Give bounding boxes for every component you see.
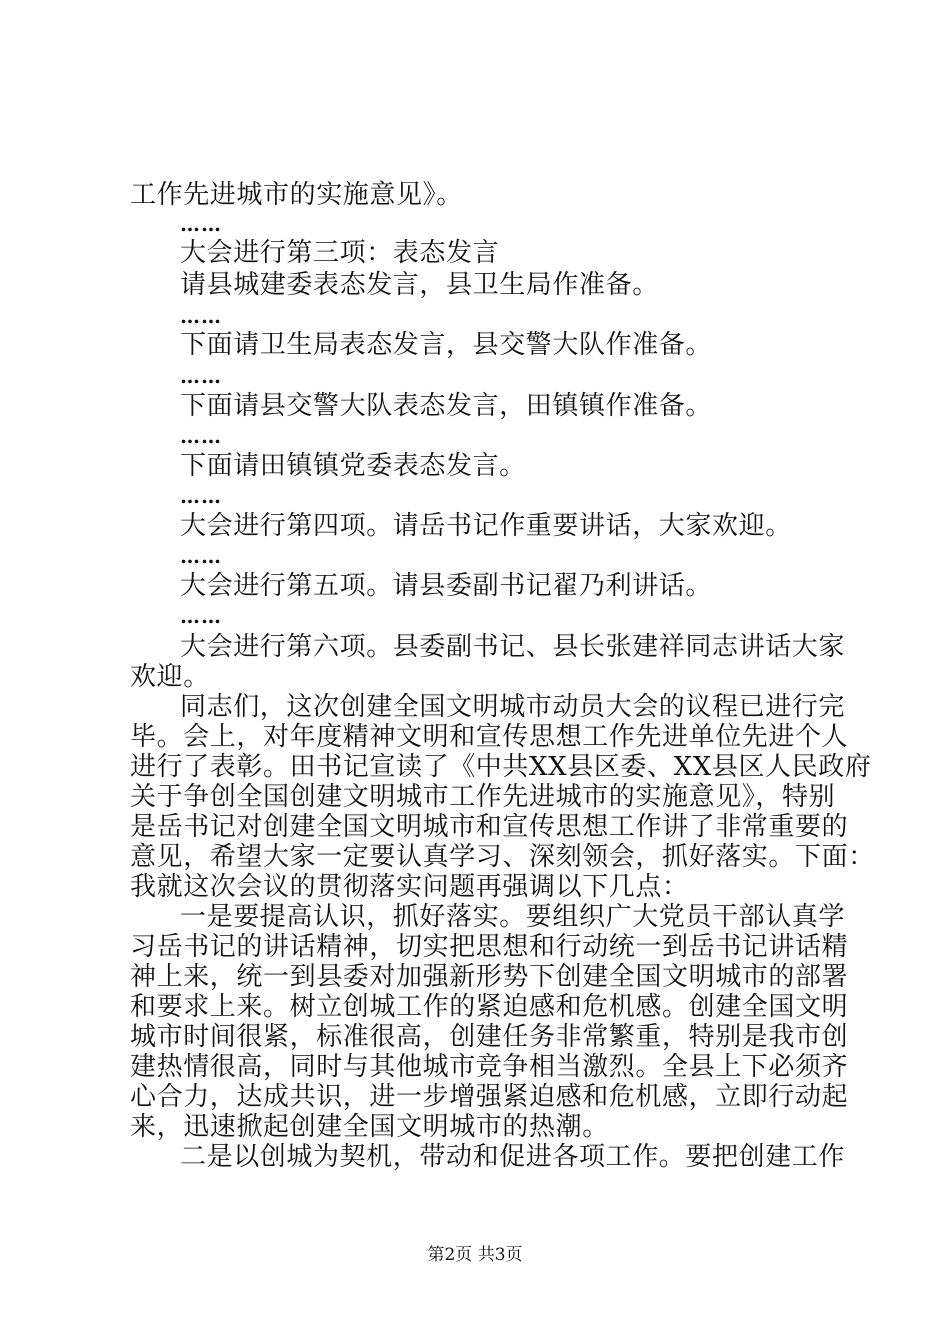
body-line: 下面请田镇镇党委表态发言。 <box>180 451 526 481</box>
paragraph-line: 是岳书记对创建全国文明城市和宣传思想工作讲了非常重要的 <box>130 812 849 842</box>
ellipsis-line: …… <box>180 212 222 236</box>
paragraph-line: 我就这次会议的贯彻落实问题再强调以下几点： <box>130 872 689 902</box>
ellipsis-line: …… <box>180 424 222 448</box>
body-line: 大会进行第四项。请岳书记作重要讲话，大家欢迎。 <box>180 511 792 541</box>
ellipsis-line: …… <box>180 304 222 328</box>
ellipsis-line: …… <box>180 604 222 628</box>
paragraph-line: 进行了表彰。田书记宣读了《中共XX县区委、XX县区人民政府 <box>130 752 872 782</box>
body-line: 大会进行第五项。请县委副书记翟乃利讲话。 <box>180 571 713 601</box>
body-line: 下面请县交警大队表态发言，田镇镇作准备。 <box>180 391 713 421</box>
paragraph-line: 意见，希望大家一定要认真学习、深刻领会，抓好落实。下面： <box>130 842 875 872</box>
paragraph-line: 和要求上来。树立创城工作的紧迫感和危机感。创建全国文明 <box>130 992 849 1022</box>
paragraph-line: 关于争创全国创建文明城市工作先进城市的实施意见》，特别 <box>130 782 836 812</box>
body-line: 大会进行第六项。县委副书记、县长张建祥同志讲话大家 <box>180 632 846 662</box>
paragraph-line: 建热情很高，同时与其他城市竞争相当激烈。全县上下必须齐 <box>130 1052 849 1082</box>
paragraph-line: 城市时间很紧，标准很高，创建任务非常繁重，特别是我市创 <box>130 1022 849 1052</box>
paragraph-line: 毕。会上，对年度精神文明和宣传思想工作先进单位先进个人 <box>130 722 849 752</box>
paragraph-line: 心合力，达成共识，进一步增强紧迫感和危机感，立即行动起 <box>130 1082 849 1112</box>
paragraph-line: 一是要提高认识，抓好落实。要组织广大党员干部认真学 <box>180 902 846 932</box>
agenda-item-heading: 大会进行第三项：表态发言 <box>180 238 500 268</box>
paragraph-line: 神上来，统一到县委对加强新形势下创建全国文明城市的部署 <box>130 962 849 992</box>
paragraph-line: 同志们，这次创建全国文明城市动员大会的议程已进行完 <box>180 692 846 722</box>
body-line: 欢迎。 <box>130 662 210 692</box>
paragraph-line: 二是以创城为契机，带动和促进各项工作。要把创建工作 <box>180 1142 846 1172</box>
body-line: 请县城建委表态发言，县卫生局作准备。 <box>180 270 659 300</box>
paragraph-line: 来，迅速掀起创建全国文明城市的热潮。 <box>130 1112 609 1142</box>
paragraph-line: 习岳书记的讲话精神，切实把思想和行动统一到岳书记讲话精 <box>130 932 849 962</box>
ellipsis-line: …… <box>180 544 222 568</box>
body-line: 下面请卫生局表态发言，县交警大队作准备。 <box>180 330 713 360</box>
ellipsis-line: …… <box>180 364 222 388</box>
page-number-footer: 第2页 共3页 <box>427 1245 523 1265</box>
body-line: 工作先进城市的实施意见》。 <box>130 180 463 210</box>
ellipsis-line: …… <box>180 484 222 508</box>
